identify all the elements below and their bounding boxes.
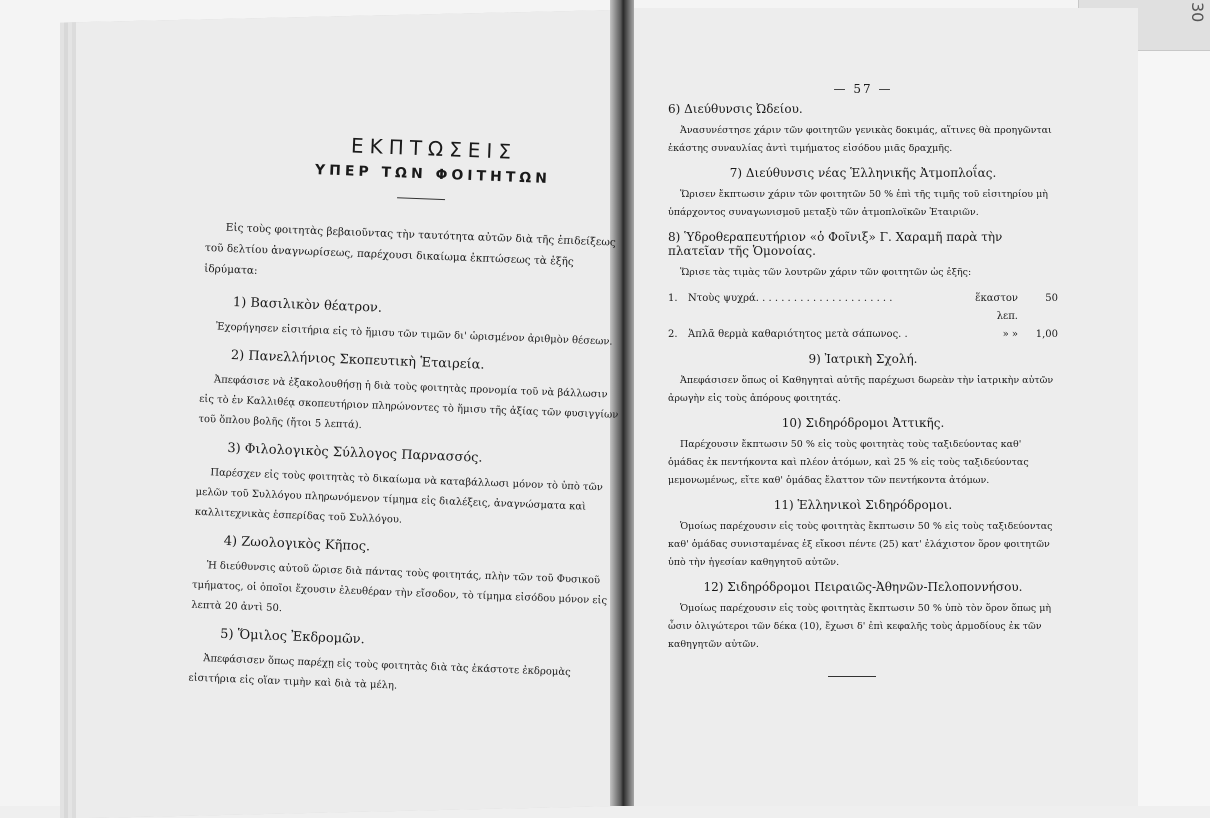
price-label: Ἁπλᾶ θερμὰ καθαριότητος μετὰ σάπωνος. . [688, 329, 908, 340]
intro-paragraph: Εἰς τοὺς φοιτητὰς βεβαιοῦντας τὴν ταυτότητα αὐτῶν διὰ τῆς ἐπιδείξεως τοῦ δελτίου ἀναγνωρίσεως, παρέχουσι δικαίωμα ἐκπτώσεως τὰ ἑξῆς ἱδρύματα: [203, 221, 616, 277]
section-text: Παρέχουσιν ἔκπτωσιν 50 % εἰς τοὺς φοιτητὰς τοὺς ταξιδεύοντας καθ' ὁμάδας ἐκ πεντήκοντα καὶ πλέον ἀτόμων, καὶ 25 % εἰς τοὺς ταξιδεύοντας μεμονωμένως, εἴτε καθ' ὁμάδας ἔλαττον τῶν πεντήκοντα ἀτόμων. [668, 439, 1029, 486]
section-heading: 4) Ζωολογικὸς Κῆπος. [223, 533, 371, 555]
section-heading: 6) Διεύθυνσις Ὠδείου. [668, 102, 803, 116]
section-text: Ἀπεφάσισεν ὅπως παρέχῃ εἰς τοὺς φοιτητὰς διὰ τὰς ἑκάστοτε ἐκδρομὰς εἰσιτήρια εἰς οἵαν τιμὴν καὶ διὰ τὰ μέλη. [188, 653, 571, 692]
page-number: — 57 — [833, 82, 893, 96]
section-text: Ἀπεφάσισε νὰ ἐξακολουθήσῃ ἡ διὰ τοὺς φοιτητὰς προνομία τοῦ νὰ βάλλωσιν εἰς τὸ ἐν Καλλιθέᾳ σκοπευτήριον πληρώνοντες τὸ ἥμισυ τῆς ἀξίας τῶν φυσιγγίων τοῦ ὅπλου βολῆς (ἤτοι 5 λεπτά). [198, 374, 619, 432]
section-heading: 10) Σιδηρόδρομοι Ἀττικῆς. [781, 416, 945, 430]
page-subtitle: ΥΠΕΡ ΤΩΝ ΦΟΙΤΗΤΩΝ [314, 162, 552, 188]
price-unit: » » [1002, 329, 1018, 340]
price-index: 2. [668, 329, 678, 340]
price-row [668, 326, 1058, 344]
section-heading: 5) Ὅμιλος Ἐκδρομῶν. [219, 626, 365, 648]
price-value: 1,00 [1035, 329, 1058, 340]
section-heading: 9) Ἰατρικὴ Σχολή. [808, 352, 918, 366]
page-title: ΕΚΠΤΩΣΕΙΣ [350, 133, 518, 164]
section-text: Ἀνασυνέστησε χάριν τῶν φοιτητῶν γενικὰς δοκιμάς, αἵτινες θὰ προηγῶνται ἑκάστης συναυλίας ἀντὶ τιμήματος εἰσόδου μιᾶς δραχμῆς. [668, 125, 1052, 154]
section-text: Ὁμοίως παρέχουσιν εἰς τοὺς φοιτητὰς ἔκπτωσιν 50 % ὑπὸ τὸν ὅρον ὅπως μὴ ὦσιν ὀλιγώτεροι τῶν δέκα (10), ἔχωσι δ' ἐπὶ κεφαλῆς τοὺς ἁρμοδίους ἐκ τῶν καθηγητῶν αὐτῶν. [668, 603, 1052, 650]
end-divider [828, 676, 876, 677]
price-row [668, 290, 1058, 326]
section-text: Παρέσχεν εἰς τοὺς φοιτητὰς τὸ δικαίωμα νὰ καταβάλλωσι μόνον τὸ ὑπὸ τῶν μελῶν τοῦ Συλλόγου πληρωνόμενον τίμημα εἰς διαλέξεις, ἀναγνώσματα καὶ καλλιτεχνικὰς ἑσπερίδας τοῦ Συλλόγου. [194, 467, 603, 526]
section-heading: 1) Βασιλικὸν θέατρον. [232, 295, 383, 316]
price-index: 1. [668, 293, 678, 304]
section-heading: 11) Ἑλληνικοὶ Σιδηρόδρομοι. [773, 498, 953, 512]
tab-number: 30 [1188, 2, 1207, 23]
section-text: Ὥρισε τὰς τιμὰς τῶν λουτρῶν χάριν τῶν φοιτητῶν ὡς ἑξῆς: [680, 267, 972, 278]
section-heading: 3) Φιλολογικὸς Σύλλογος Παρνασσός. [227, 440, 483, 466]
section-heading: 7) Διεύθυνσις νέας Ἑλληνικῆς Ἀτμοπλοΐας. [729, 166, 997, 180]
title-divider [397, 197, 445, 200]
section-heading: 12) Σιδηρόδρομοι Πειραιῶς-Ἀθηνῶν-Πελοποννήσου. [703, 580, 1023, 594]
section-heading: 2) Πανελλήνιος Σκοπευτικὴ Ἑταιρεία. [230, 347, 485, 373]
section-text: Ὥρισεν ἔκπτωσιν χάριν τῶν φοιτητῶν 50 % ἐπὶ τῆς τιμῆς τοῦ εἰσιτηρίου μὴ ὑπάρχοντος συναγωνισμοῦ μεταξὺ τῶν ἀτμοπλοϊκῶν Ἑταιριῶν. [668, 189, 1048, 218]
section-heading: 8) Ὑδροθεραπευτήριον «ὁ Φοῖνιξ» Γ. Χαραμῆ παρὰ τὴν πλατεῖαν τῆς Ὁμονοίας. [668, 230, 1003, 258]
price-value: 50 [1045, 293, 1058, 304]
right-page-content [668, 82, 1058, 677]
left-page-content [188, 118, 630, 715]
price-label: Ντοὺς ψυχρά. . . . . . . . . . . . . . . . . . . . . . [688, 293, 893, 304]
section-text: Ἀπεφάσισεν ὅπως οἱ Καθηγηταὶ αὐτῆς παρέχωσι δωρεὰν τὴν ἰατρικὴν αὐτῶν ἀρωγὴν εἰς τοὺς ἀπόρους φοιτητάς. [668, 375, 1054, 404]
section-text: Ἐχορήγησεν εἰσιτήρια εἰς τὸ ἥμισυ τῶν τιμῶν δι' ὡρισμένον ἀριθμὸν θέσεων. [215, 321, 613, 348]
price-unit: ἕκαστον λεπ. [975, 293, 1018, 322]
section-text: Ὁμοίως παρέχουσιν εἰς τοὺς φοιτητὰς ἔκπτωσιν 50 % εἰς τοὺς ταξιδεύοντας καθ' ὁμάδας συνισταμένας ἐξ εἴκοσι πέντε (25) κατ' ἐλάχιστον ὅρον φοιτητῶν ὑπὸ τὴν ἡγεσίαν καθηγητοῦ αὐτῶν. [668, 521, 1053, 568]
section-text: Ἡ διεύθυνσις αὐτοῦ ὥρισε διὰ πάντας τοὺς φοιτητάς, πλὴν τῶν τοῦ Φυσικοῦ τμήματος, οἱ ὁποῖοι ἔχουσιν ἐλευθέραν τὴν εἴσοδον, τὸ τίμημα εἰσόδου μόνον εἰς λεπτὰ 20 ἀντὶ 50. [191, 560, 608, 615]
